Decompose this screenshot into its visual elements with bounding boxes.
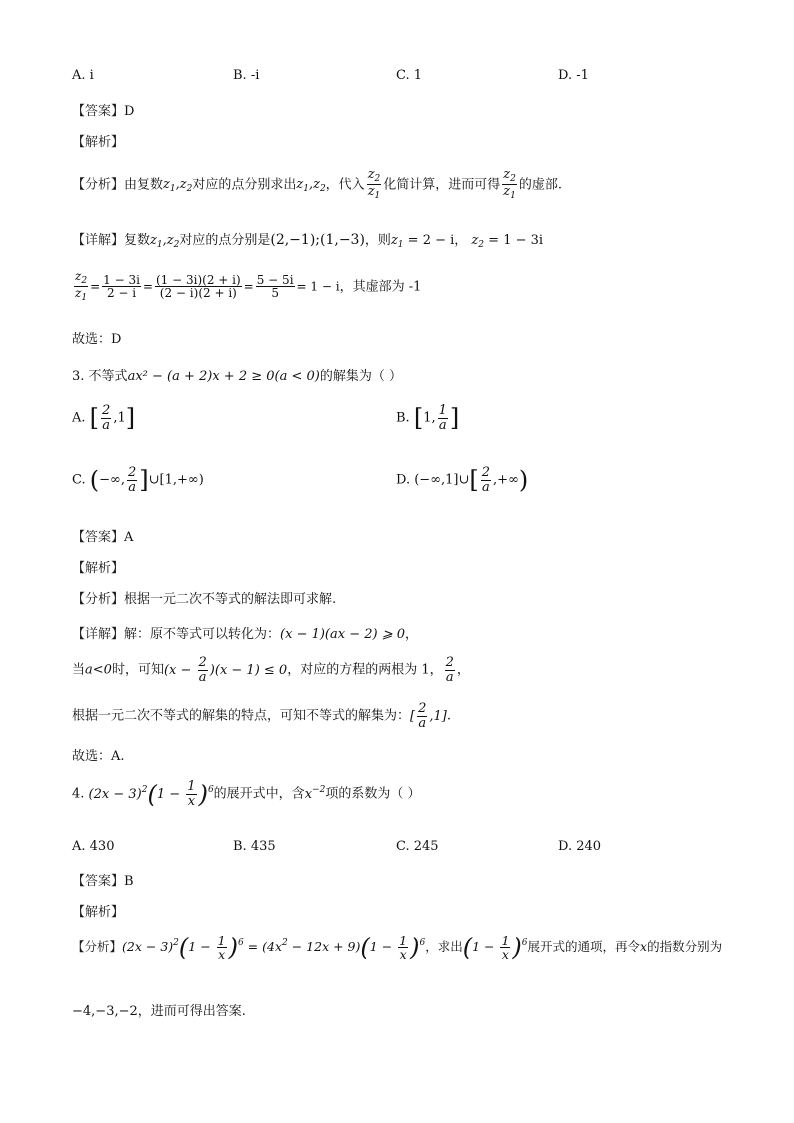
q4-fenxi (72, 934, 722, 961)
xiangjie-text: 解：原不等式可以转化为： (124, 627, 281, 642)
q3-choice: 故选：A. (72, 749, 125, 764)
q4-fenxi-line2 (72, 1000, 246, 1019)
option-label: B. (396, 410, 410, 426)
q3-analysis-tag: 【解析】 (72, 561, 125, 576)
fenxi-text: 根据一元二次不等式的解法即可求解. (124, 592, 337, 607)
q3-xiangjie (72, 623, 418, 642)
math-bracket: [ (413, 404, 424, 433)
question-number: 3. (72, 369, 85, 384)
fenxi-tag: 【分析】 (72, 592, 125, 607)
math-z1z2: $z_1,z_2$ (150, 233, 180, 250)
math-expression: $(2x - 3)^2(1$ − $\frac{1}{x}$ )$^6$ (88, 779, 214, 809)
frac-1-over-a: $\frac{1}{a}$ (438, 403, 447, 433)
math-var-x: x (640, 939, 648, 955)
frac-1-over-x: $\frac{1}{x}$ (187, 779, 196, 809)
math-bracket: ] (125, 404, 136, 433)
q2-option-a: A. i (72, 68, 94, 83)
xiangjie-text: ，则 (364, 233, 391, 248)
math-z2-value: = 1 − 3i (488, 233, 544, 248)
fenxi-text: 由复数 (124, 177, 164, 193)
q2-option-c: C. 1 (396, 68, 423, 83)
xiangjie-tag: 【详解】 (72, 233, 125, 248)
math-bracket: ) (518, 466, 529, 495)
q2-xiangjie: 【详解】复数$z_1,z_2$对应的点分别是(2,−1);(1,−3)，则$z_1 = 2 - i$， $z_2 = 1 - 3i$ (72, 232, 544, 250)
fenxi-text: 展开式的通项，再令 (527, 939, 641, 955)
frac-step3: $\frac{5 - 5i}{5}$ (256, 272, 294, 301)
math-bracket: [ (469, 466, 479, 495)
answer-value: A (124, 530, 134, 545)
line-text: 根据一元二次不等式的解集的特点，可知不等式的解集为： (72, 708, 411, 724)
q3-line3: 根据一元二次不等式的解集的特点，可知不等式的解集为：[ $\frac{2}{a}$ ,1]. (72, 701, 451, 731)
frac-1-over-x: $\frac{1}{x}$ (501, 933, 510, 963)
frac-step1: $\frac{1 - 3i}{2 - i}$ (103, 272, 140, 301)
frac-z2-over-z1: $\frac{z_2}{z_1}$ (503, 167, 516, 202)
q4-option-a: A. 430 (72, 839, 115, 854)
frac-2-over-a: $\frac{2}{a}$ (445, 655, 454, 685)
answer-tag: 【答案】 (72, 104, 125, 119)
math-z1-value: = 2 − i (407, 233, 455, 248)
q3-fenxi (72, 588, 336, 607)
math-solution: [ $\frac{2}{a}$ ,1] (410, 701, 447, 731)
frac-step2: $\frac{(1 - 3i)(2 + i)}{(2 - i)(2 + i)}$ (155, 272, 241, 301)
math-bracket: ] (139, 466, 149, 495)
math-inequality: (x − $\frac{2}{a}$ )(x − 1) ≤ 0 (163, 655, 288, 685)
calc-result: = 1 − i (296, 279, 340, 294)
stem-text: 不等式 (88, 369, 128, 384)
frac-2-over-a: $\frac{2}{a}$ (198, 655, 207, 685)
fenxi-text: 化简计算，进而可得 (383, 177, 501, 193)
answer-tag: 【答案】 (72, 530, 125, 545)
math-bracket: [ (89, 404, 100, 433)
xiangjie-text: 复数 (124, 233, 151, 248)
frac-1-over-x: $\frac{1}{x}$ (399, 933, 408, 963)
math-factored: (x − 1)(ax − 2) ⩾ 0 (280, 627, 406, 642)
math-z1: $z_1$ (390, 233, 404, 250)
line-text: 当 (72, 662, 86, 678)
math-binomial: (1 − $\frac{1}{x}$ )$^6$ (462, 933, 528, 963)
answer-value: B (124, 874, 134, 889)
math-power: $x^{-2}$ (304, 784, 326, 802)
fenxi-text: 对应的点分别求出 (192, 177, 297, 193)
math-points: (2,−1);(1,−3) (270, 232, 365, 248)
xiangjie-text: 对应的点分别是 (179, 233, 271, 248)
option-label: A. (72, 410, 86, 426)
q3-line2: 当a<0时，可知(x − $\frac{2}{a}$ )(x − 1) ≤ 0，对应的方程的两根为 1， $\frac{2}{a}$ ， (72, 655, 470, 685)
q2-calculation: $\frac{z_2}{z_1}$ = $\frac{1 - 3i}{2 - i}$ = $\frac{(1 - 3i)(2 + i)}{(2 - i)(2 + i)}$ = $\frac{5 - 5i}{5}$ = 1 − i，其虚部为 -1 (75, 269, 422, 304)
math-z2: $z_2$ (471, 233, 485, 250)
xiangjie-tag: 【详解】 (72, 627, 125, 642)
math-z1z2: $z_1,z_2$ (296, 177, 326, 195)
xiangjie-text: ， (405, 627, 419, 642)
q4-answer (72, 870, 134, 889)
answer-value: D (124, 104, 135, 119)
q4-option-b: B. 435 (233, 839, 276, 854)
frac-2-over-a: $\frac{2}{a}$ (102, 403, 111, 433)
option-label: D. (396, 472, 411, 488)
q3-option-a: A. [ $\frac{2}{a}$ ,1] (72, 403, 136, 433)
q2-option-b: B. -i (233, 68, 260, 83)
fenxi-tag: 【分析】 (72, 177, 125, 193)
math-exponents: −4,−3,−2 (72, 1004, 138, 1019)
q3-stem (72, 365, 402, 384)
stem-text: 项的系数为（ ） (325, 786, 421, 802)
question-number: 4. (72, 786, 85, 802)
fenxi-tag: 【分析】 (72, 939, 123, 955)
answer-tag: 【答案】 (72, 874, 125, 889)
frac-2-over-a: $\frac{2}{a}$ (418, 701, 427, 731)
q4-option-c: C. 245 (396, 839, 439, 854)
q3-answer (72, 526, 133, 545)
frac-2-over-a: $\frac{2}{a}$ (128, 465, 137, 495)
q2-answer (72, 100, 134, 119)
q4-stem (72, 780, 420, 808)
fenxi-text: 的虚部. (518, 177, 563, 193)
q4-option-d: D. 240 (558, 839, 602, 854)
fenxi-text: ，代入 (325, 177, 365, 193)
calc-note: ，其虚部为 -1 (339, 279, 422, 295)
q4-analysis-tag: 【解析】 (72, 905, 125, 920)
line-text: 时，可知 (111, 662, 164, 678)
frac-1-over-x: $\frac{1}{x}$ (217, 933, 226, 963)
q2-analysis-tag: 【解析】 (72, 135, 125, 150)
math-z1z2: $z_1,z_2$ (163, 177, 193, 195)
math-expansion: $(2x - 3)^2(1$ − $\frac{1}{x}$ )$^6 = (4x^2 - 12x + 9)(1$ − $\frac{1}{x}$ )$^6$ (122, 933, 426, 963)
q3-option-d: D. (−∞,1]∪[ $\frac{2}{a}$ ,+∞) (396, 465, 529, 495)
stem-text: 的展开式中，含 (213, 786, 305, 802)
math-inequality: ax² − (a + 2)x + 2 ≥ 0(a < 0) (127, 369, 320, 384)
fenxi-text: ，求出 (425, 939, 463, 955)
line-text: ，对应的方程的两根为 1， (287, 662, 443, 678)
fenxi-text: 的指数分别为 (647, 939, 723, 955)
stem-text: 的解集为（ ） (319, 369, 402, 384)
q2-fenxi (72, 168, 562, 202)
frac-z2-over-z1: $\frac{z_2}{z_1}$ (367, 167, 381, 202)
option-label: C. (72, 472, 86, 488)
q3-option-b: B. [1, $\frac{1}{a}$ ] (396, 403, 460, 433)
math-bracket: ( (89, 466, 100, 495)
frac-z2-over-z1: $\frac{z_2}{z_1}$ (75, 269, 88, 304)
q3-option-c: C. (−∞, $\frac{2}{a}$ ]∪[1,+∞) (72, 465, 204, 495)
fenxi-text: ，进而可得出答案. (137, 1004, 246, 1019)
frac-2-over-a: $\frac{2}{a}$ (481, 465, 491, 495)
math-bracket: ] (449, 404, 460, 433)
q2-option-d: D. -1 (558, 68, 589, 83)
math-condition: a<0 (85, 662, 112, 678)
q2-choice: 故选：D (72, 332, 122, 347)
